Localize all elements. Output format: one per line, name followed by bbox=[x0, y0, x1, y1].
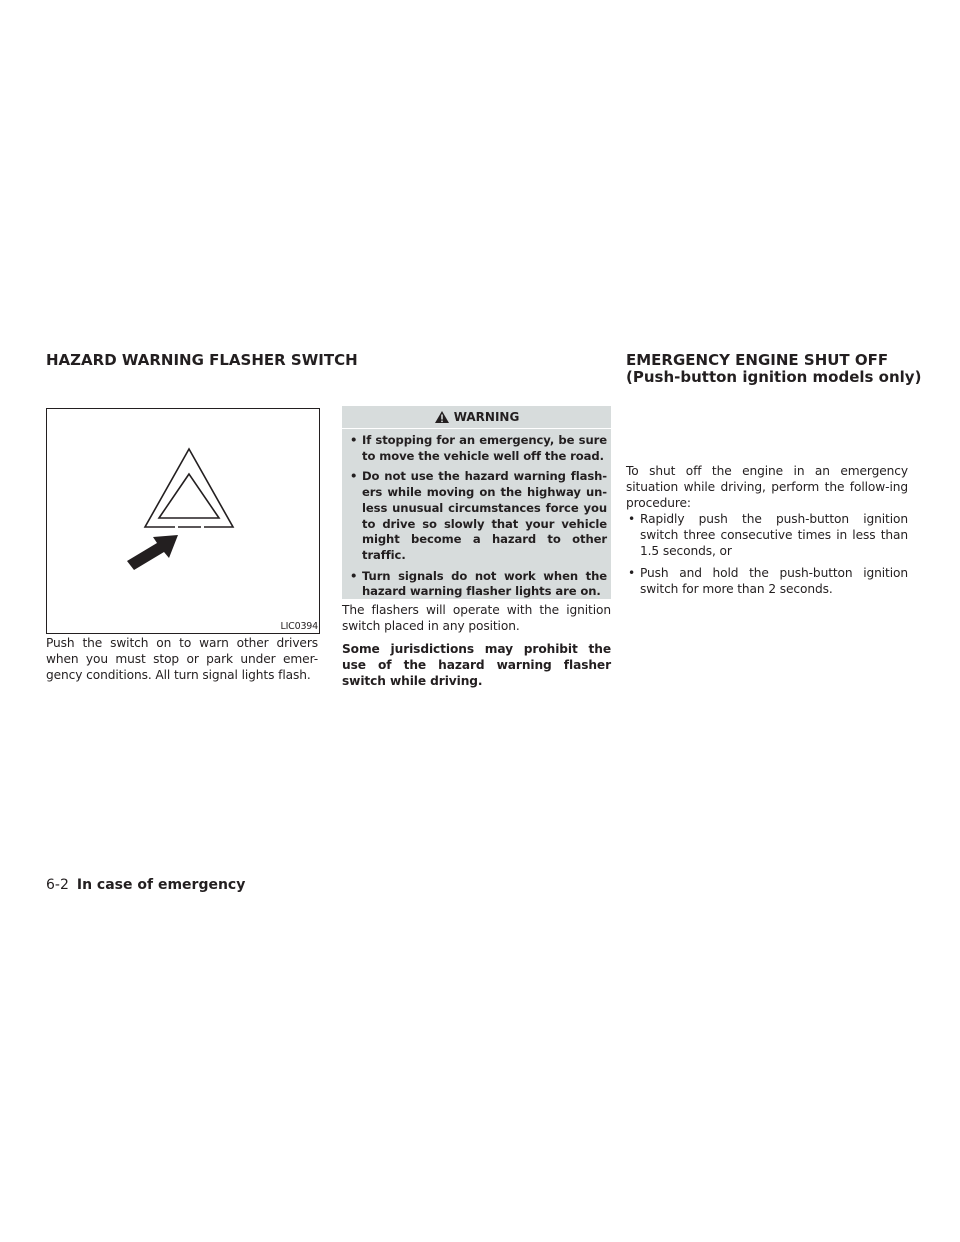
push-arrow-icon bbox=[127, 535, 178, 570]
heading-line-2: (Push-button ignition models only) bbox=[626, 368, 922, 386]
hazard-switch-figure bbox=[46, 408, 320, 634]
shutoff-step: • Push and hold the push-button ignition switch for more than 2 seconds. bbox=[626, 565, 908, 597]
heading-line-1: EMERGENCY ENGINE SHUT OFF bbox=[626, 351, 889, 369]
warning-item: • Do not use the hazard warning flash-ers while moving on the highway un-less unusual circumstances force you to drive so slowly that your vehicle might become a hazard to other traffic. bbox=[350, 469, 607, 563]
flasher-operation-text: The flashers will operate with the ignition switch placed in any position. bbox=[342, 603, 611, 633]
page-number: 6-2 bbox=[46, 877, 69, 893]
warning-item: • Turn signals do not work when the hazard warning flasher lights are on. bbox=[350, 569, 607, 600]
figure-label: LIC0394 bbox=[280, 621, 318, 632]
page-footer bbox=[46, 877, 245, 893]
warning-item: • If stopping for an emergency, be sure to move the vehicle well off the road. bbox=[350, 433, 607, 464]
warning-header bbox=[342, 406, 611, 429]
hazard-switch-description: Push the switch on to warn other drivers when you must stop or park under emer-gency conditions. All turn signal lights flash. bbox=[46, 636, 318, 682]
shutoff-intro: To shut off the engine in an emergency situation while driving, perform the follow-ing procedure: bbox=[626, 464, 908, 510]
warning-box bbox=[342, 406, 611, 599]
section-title: In case of emergency bbox=[76, 877, 246, 893]
warning-triangle-icon bbox=[434, 410, 450, 424]
warning-list bbox=[342, 429, 611, 600]
warning-title: WARNING bbox=[453, 410, 520, 424]
hazard-switch-illustration bbox=[47, 409, 319, 633]
section-heading-hazard-flasher: HAZARD WARNING FLASHER SWITCH bbox=[46, 351, 358, 369]
jurisdiction-notice: Some jurisdictions may prohibit the use of the hazard warning flasher switch while driving. bbox=[342, 642, 611, 688]
section-heading-emergency-shutoff bbox=[626, 352, 921, 386]
shutoff-step: • Rapidly push the push-button ignition switch three consecutive times in less than 1.5 seconds, or bbox=[626, 511, 908, 559]
hazard-triangle-icon bbox=[145, 449, 233, 527]
shutoff-steps bbox=[626, 511, 908, 603]
